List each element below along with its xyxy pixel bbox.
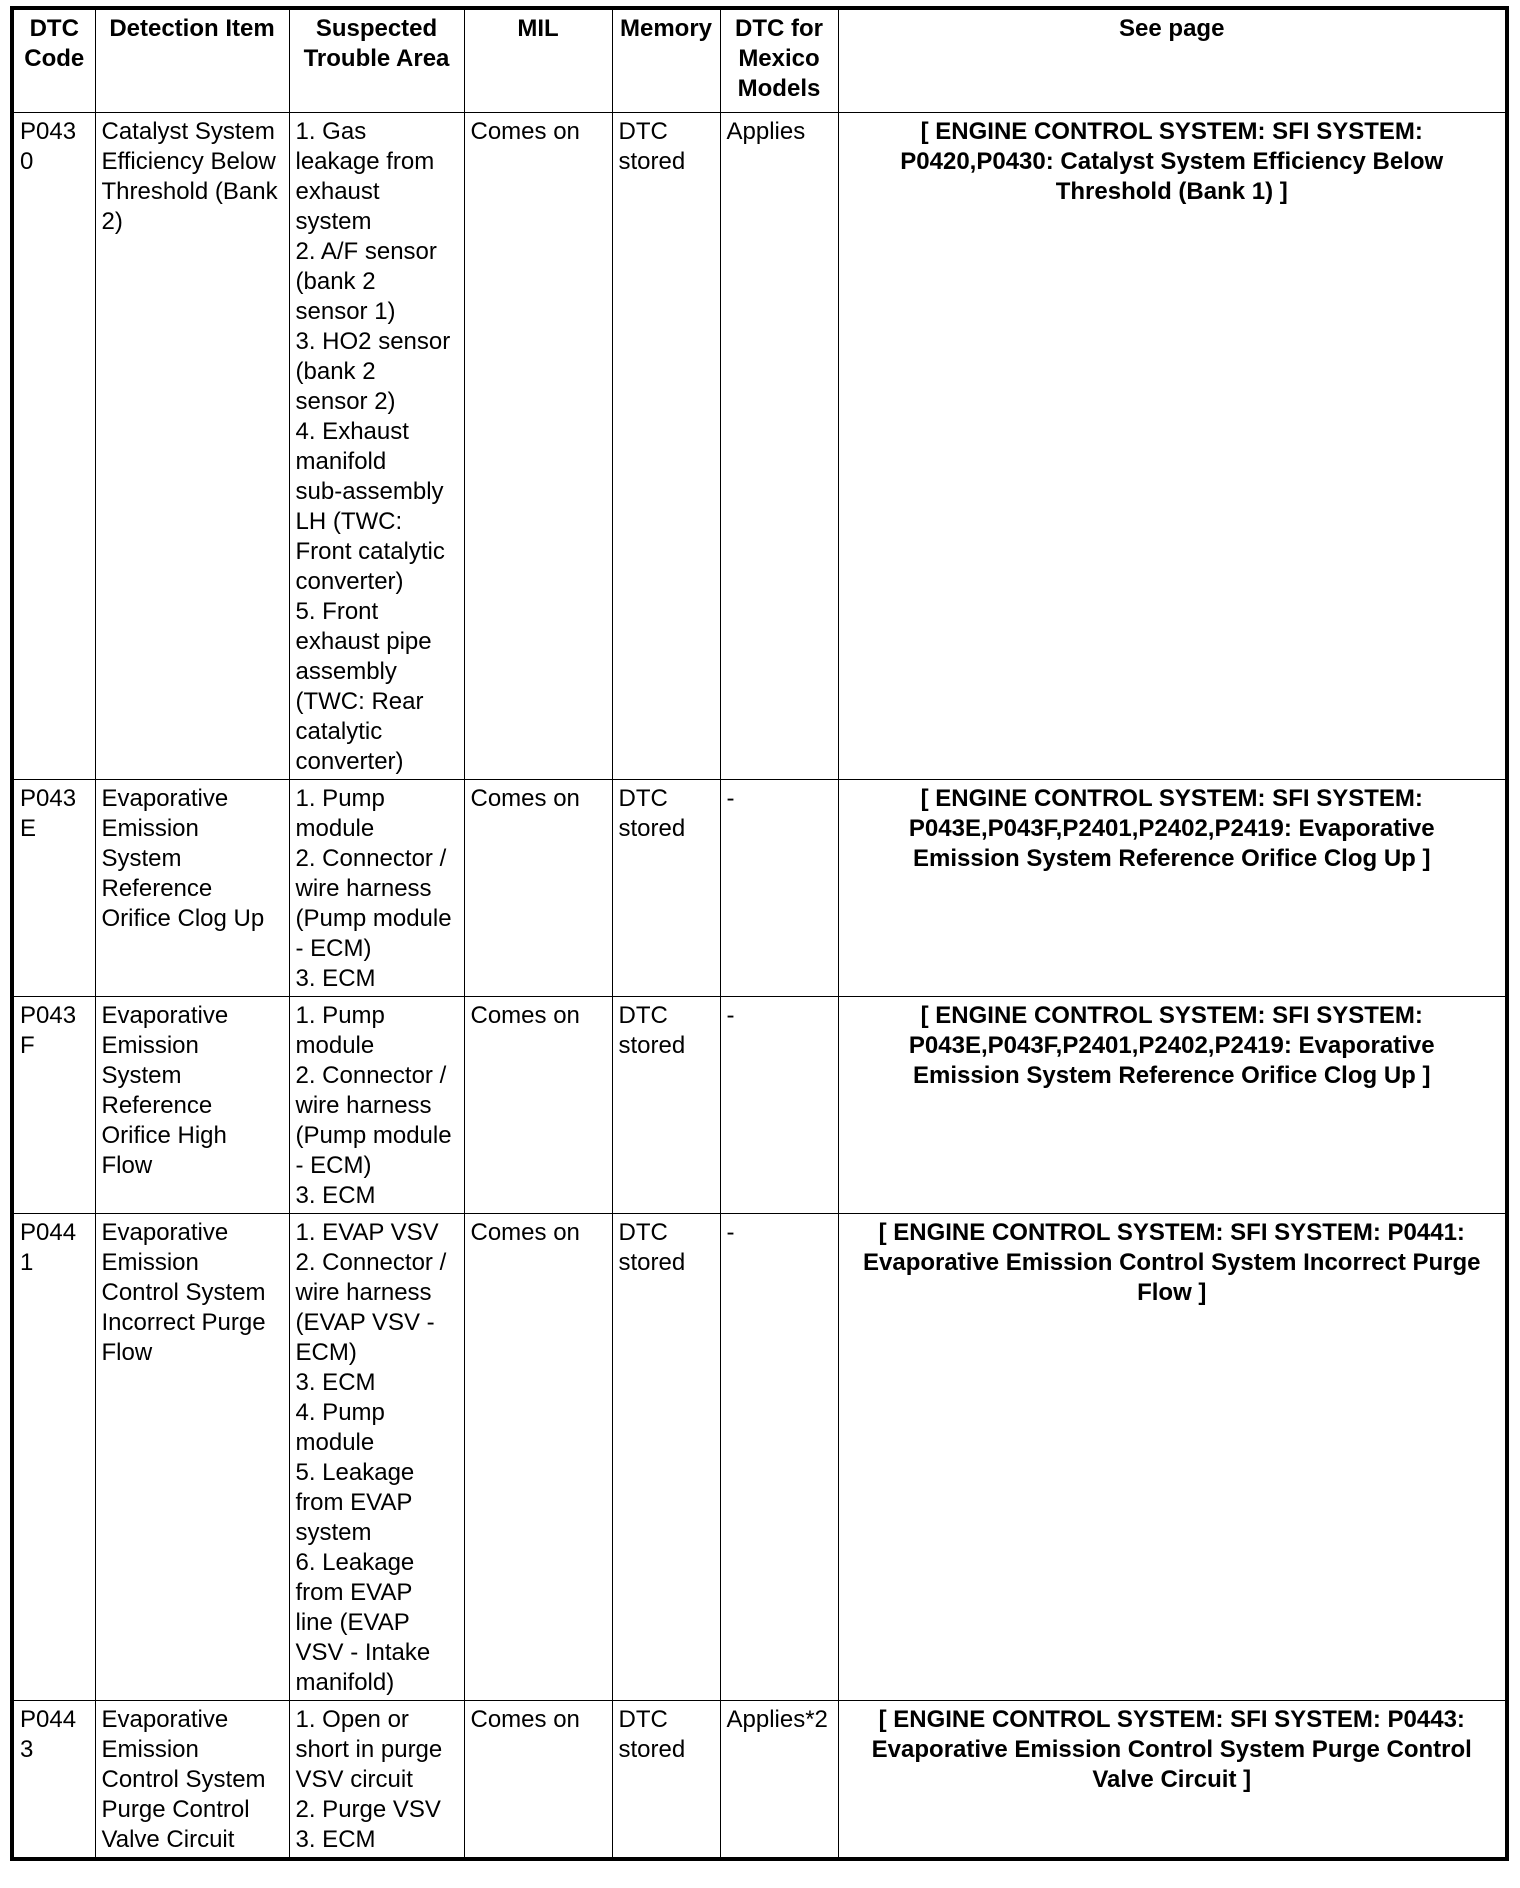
trouble-area-cell: 1. Open or short in purge VSV circuit 2. Purge VSV 3. ECM <box>289 1701 464 1860</box>
mexico-cell: - <box>720 1214 838 1701</box>
memory-cell: DTC stored <box>612 780 720 997</box>
see-page-cell: [ ENGINE CONTROL SYSTEM: SFI SYSTEM: P043E,P043F,P2401,P2402,P2419: Evaporative Emission System Reference Orifice Clog Up ] <box>838 780 1507 997</box>
header-dtc-for-mexico: DTC for Mexico Models <box>720 8 838 113</box>
table-body <box>12 113 1507 1860</box>
table-row <box>12 113 1507 780</box>
dtc-code-cell: P0443 <box>12 1701 95 1860</box>
memory-cell: DTC stored <box>612 997 720 1214</box>
trouble-area-cell: 1. EVAP VSV 2. Connector / wire harness (EVAP VSV - ECM) 3. ECM 4. Pump module 5. Leakage from EVAP system 6. Leakage from EVAP line (EVAP VSV - Intake manifold) <box>289 1214 464 1701</box>
dtc-code-cell: P0441 <box>12 1214 95 1701</box>
mexico-cell: Applies <box>720 113 838 780</box>
header-dtc-code: DTC Code <box>12 8 95 113</box>
detection-item-cell: Evaporative Emission System Reference Orifice High Flow <box>95 997 289 1214</box>
detection-item-cell: Evaporative Emission Control System Incorrect Purge Flow <box>95 1214 289 1701</box>
document-page <box>10 6 1505 1861</box>
trouble-area-cell: 1. Pump module 2. Connector / wire harness (Pump module - ECM) 3. ECM <box>289 997 464 1214</box>
see-page-cell: [ ENGINE CONTROL SYSTEM: SFI SYSTEM: P0420,P0430: Catalyst System Efficiency Below Threshold (Bank 1) ] <box>838 113 1507 780</box>
dtc-code-cell: P043F <box>12 997 95 1214</box>
mexico-cell: Applies*2 <box>720 1701 838 1860</box>
mexico-cell: - <box>720 780 838 997</box>
see-page-cell: [ ENGINE CONTROL SYSTEM: SFI SYSTEM: P0441: Evaporative Emission Control System Incorrect Purge Flow ] <box>838 1214 1507 1701</box>
header-see-page: See page <box>838 8 1507 113</box>
table-row <box>12 1701 1507 1860</box>
trouble-area-cell: 1. Gas leakage from exhaust system 2. A/F sensor (bank 2 sensor 1) 3. HO2 sensor (bank 2 sensor 2) 4. Exhaust manifold sub-assembly LH (TWC: Front catalytic converter) 5. Front exhaust pipe assembly (TWC: Rear catalytic converter) <box>289 113 464 780</box>
table-row <box>12 780 1507 997</box>
see-page-cell: [ ENGINE CONTROL SYSTEM: SFI SYSTEM: P043E,P043F,P2401,P2402,P2419: Evaporative Emission System Reference Orifice Clog Up ] <box>838 997 1507 1214</box>
mil-cell: Comes on <box>464 113 612 780</box>
mil-cell: Comes on <box>464 997 612 1214</box>
mil-cell: Comes on <box>464 1214 612 1701</box>
header-suspected-trouble-area: Suspected Trouble Area <box>289 8 464 113</box>
memory-cell: DTC stored <box>612 113 720 780</box>
dtc-code-cell: P043E <box>12 780 95 997</box>
mexico-cell: - <box>720 997 838 1214</box>
trouble-area-cell: 1. Pump module 2. Connector / wire harness (Pump module - ECM) 3. ECM <box>289 780 464 997</box>
dtc-code-cell: P0430 <box>12 113 95 780</box>
detection-item-cell: Catalyst System Efficiency Below Threshold (Bank 2) <box>95 113 289 780</box>
header-memory: Memory <box>612 8 720 113</box>
see-page-cell: [ ENGINE CONTROL SYSTEM: SFI SYSTEM: P0443: Evaporative Emission Control System Purge Control Valve Circuit ] <box>838 1701 1507 1860</box>
table-row <box>12 1214 1507 1701</box>
header-row <box>12 8 1507 113</box>
memory-cell: DTC stored <box>612 1701 720 1860</box>
detection-item-cell: Evaporative Emission Control System Purge Control Valve Circuit <box>95 1701 289 1860</box>
table-row <box>12 997 1507 1214</box>
mil-cell: Comes on <box>464 780 612 997</box>
mil-cell: Comes on <box>464 1701 612 1860</box>
dtc-table <box>10 6 1509 1861</box>
header-mil: MIL <box>464 8 612 113</box>
header-detection-item: Detection Item <box>95 8 289 113</box>
table-header <box>12 8 1507 113</box>
detection-item-cell: Evaporative Emission System Reference Orifice Clog Up <box>95 780 289 997</box>
memory-cell: DTC stored <box>612 1214 720 1701</box>
